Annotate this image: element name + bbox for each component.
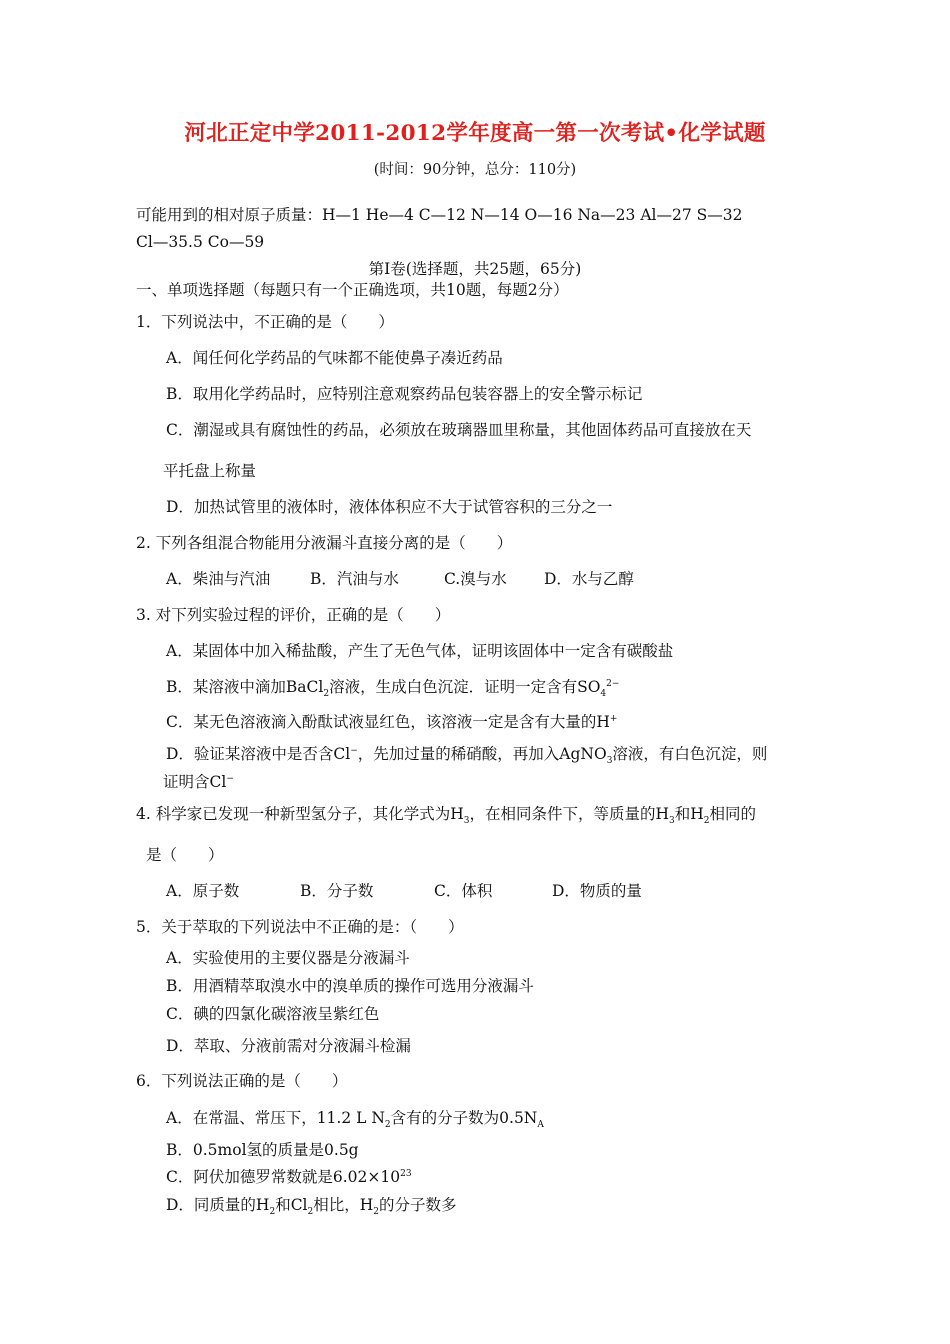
question-4-option-a: A．原子数 bbox=[166, 882, 240, 900]
question-5-option-b: B．用酒精萃取溴水中的溴单质的操作可选用分液漏斗 bbox=[166, 977, 534, 995]
atomic-mass-line-1: 可能用到的相对原子质量：H—1 He—4 C—12 N—14 O—16 Na—23 Al—27 S—32 bbox=[136, 206, 743, 224]
question-2-options bbox=[166, 569, 634, 589]
question-6-stem: 6．下列说法正确的是（ ） bbox=[136, 1072, 348, 1090]
question-3-option-d: D．验证某溶液中是否含Cl−，先加过量的稀硝酸，再加入AgNO$_3$溶液，有白色沉淀，则 bbox=[166, 745, 768, 767]
exam-title: 河北正定中学2011-2012学年度高一第一次考试•化学试题 bbox=[184, 121, 766, 146]
question-2-stem: 2. 下列各组混合物能用分液漏斗直接分离的是（ ） bbox=[136, 534, 513, 552]
question-1-option-b: B．取用化学药品时，应特别注意观察药品包装容器上的安全警示标记 bbox=[166, 385, 643, 403]
question-3-option-b: B．某溶液中滴加BaCl$_2$溶液，生成白色沉淀．证明一定含有$SO_4^{2-}$ bbox=[166, 678, 620, 700]
question-2-option-a: A．柴油与汽油 bbox=[166, 570, 271, 588]
question-4-option-d: D．物质的量 bbox=[552, 882, 642, 900]
question-4-option-c: C．体积 bbox=[434, 882, 493, 900]
question-2-option-c: C.溴与水 bbox=[444, 570, 507, 588]
question-6-option-d: D．同质量的$H_2$和$Cl_2$相比，$H_2$的分子数多 bbox=[166, 1196, 457, 1218]
atomic-mass-line-2: Cl—35.5 Co—59 bbox=[136, 233, 265, 251]
question-4-stem-cont: 是（ ） bbox=[146, 846, 224, 864]
question-3-stem: 3. 对下列实验过程的评价，正确的是（ ） bbox=[136, 606, 451, 624]
question-5-stem: 5．关于萃取的下列说法中不正确的是：（ ） bbox=[136, 918, 464, 936]
question-1-stem: 1．下列说法中，不正确的是（ ） bbox=[136, 313, 394, 331]
question-3-option-d-cont: 证明含Cl− bbox=[163, 773, 234, 791]
question-5-option-c: C．碘的四氯化碳溶液呈紫红色 bbox=[166, 1005, 380, 1023]
question-3-option-a: A．某固体中加入稀盐酸，产生了无色气体，证明该固体中一定含有碳酸盐 bbox=[166, 642, 674, 660]
question-4-options bbox=[166, 881, 642, 901]
question-6-option-a: A．在常温、常压下，11.2 L $N_2$含有的分子数为$0.5N_A$ bbox=[166, 1109, 544, 1131]
question-1-option-a: A．闻任何化学药品的气味都不能使鼻子凑近药品 bbox=[166, 349, 503, 367]
question-5-option-a: A．实验使用的主要仪器是分液漏斗 bbox=[166, 949, 410, 967]
part-heading: 第Ⅰ卷(选择题，共25题，65分) bbox=[368, 260, 582, 278]
question-1-option-c: C．潮湿或具有腐蚀性的药品，必须放在玻璃器皿里称量，其他固体药品可直接放在天 bbox=[166, 421, 752, 439]
question-2-option-b: B．汽油与水 bbox=[310, 570, 399, 588]
question-5-option-d: D．萃取、分液前需对分液漏斗检漏 bbox=[166, 1037, 411, 1055]
question-4-stem: 4. 科学家已发现一种新型氢分子，其化学式为$H_3$，在相同条件下，等质量的$H_3$和$H_2$相同的 bbox=[136, 805, 757, 827]
question-2-option-d: D．水与乙醇 bbox=[544, 570, 634, 588]
question-4-option-b: B．分子数 bbox=[300, 882, 374, 900]
question-6-option-b: B．0.5mol氢的质量是0.5g bbox=[166, 1141, 359, 1159]
section-heading: 一、单项选择题（每题只有一个正确选项，共10题，每题2分） bbox=[136, 281, 569, 299]
question-6-option-c: C．阿伏加德罗常数就是$6.02\times 10^{23}$ bbox=[166, 1168, 412, 1186]
exam-subtitle: (时间：90分钟，总分：110分) bbox=[373, 162, 577, 178]
question-1-option-c-cont: 平托盘上称量 bbox=[163, 462, 257, 480]
question-3-option-c: C．某无色溶液滴入酚酞试液显红色，该溶液一定是含有大量的H+ bbox=[166, 713, 618, 731]
question-1-option-d: D．加热试管里的液体时，液体体积应不大于试管容积的三分之一 bbox=[166, 498, 613, 516]
